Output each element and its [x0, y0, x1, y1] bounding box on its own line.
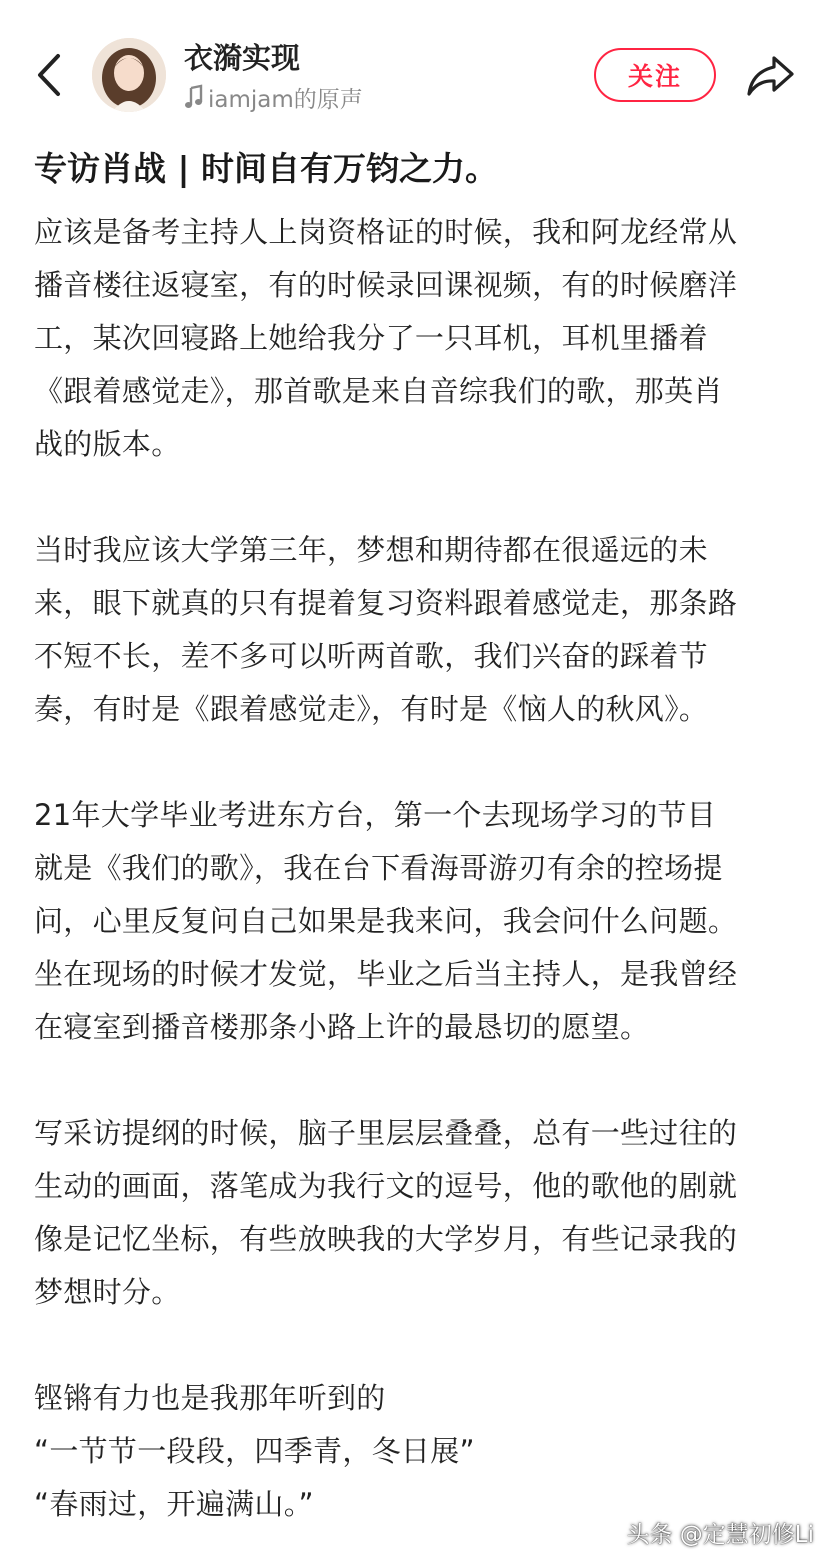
share-arrow-icon	[744, 52, 796, 98]
avatar-image	[92, 38, 166, 112]
paragraph	[34, 1107, 810, 1319]
text-line: 在寝室到播音楼那条小路上许的最恳切的愿望。	[34, 1010, 650, 1044]
text-line: 坐在现场的时候才发觉，毕业之后当主持人，是我曾经	[34, 957, 738, 991]
text-line: 工，某次回寝路上她给我分了一只耳机，耳机里播着	[34, 321, 708, 355]
text-line: 写采访提纲的时候，脑子里层层叠叠，总有一些过往的	[34, 1116, 738, 1150]
watermark: 头条 @定慧初修Li	[626, 1522, 814, 1548]
text-line: 应该是备考主持人上岗资格证的时候，我和阿龙经常从	[34, 215, 738, 249]
author-name[interactable]: 衣漪实现	[184, 41, 301, 75]
text-line: 《跟着感觉走》，那首歌是来自音综我们的歌，那英肖	[34, 374, 723, 408]
text-line: 战的版本。	[34, 427, 181, 461]
paragraph	[34, 206, 810, 471]
sound-label: iamjam的原声	[208, 86, 363, 113]
text-line: 来，眼下就真的只有提着复习资料跟着感觉走，那条路	[34, 586, 738, 620]
share-button[interactable]	[744, 52, 796, 98]
text-line: 问，心里反复问自己如果是我来问，我会问什么问题。	[34, 904, 738, 938]
text-line: 梦想时分。	[34, 1275, 181, 1309]
back-button[interactable]	[30, 52, 70, 98]
text-line: “春雨过，开遍满山。”	[34, 1487, 314, 1521]
paragraph	[34, 524, 810, 736]
paragraph	[34, 789, 810, 1054]
paragraph-gap	[34, 1319, 810, 1372]
text-line: 21年大学毕业考进东方台，第一个去现场学习的节目	[34, 798, 717, 832]
paragraph-gap	[34, 471, 810, 524]
chevron-left-icon	[30, 52, 70, 98]
post-header	[0, 0, 828, 140]
text-line: 铿锵有力也是我那年听到的	[34, 1381, 386, 1415]
original-sound[interactable]	[184, 82, 363, 112]
article-body	[34, 206, 810, 1531]
text-line: 生动的画面，落笔成为我行文的逗号，他的歌他的剧就	[34, 1169, 738, 1203]
author-avatar[interactable]	[92, 38, 166, 112]
paragraph-gap	[34, 1054, 810, 1107]
article-title: 专访肖战 | 时间自有万钧之力。	[34, 149, 499, 188]
music-note-icon	[184, 84, 204, 110]
text-line: 像是记忆坐标，有些放映我的大学岁月，有些记录我的	[34, 1222, 738, 1256]
text-line: 就是《我们的歌》，我在台下看海哥游刃有余的控场提	[34, 851, 723, 885]
text-line: 奏，有时是《跟着感觉走》，有时是《恼人的秋风》。	[34, 692, 709, 726]
paragraph-gap	[34, 736, 810, 789]
follow-button[interactable]: 关注	[594, 48, 716, 102]
text-line: 当时我应该大学第三年，梦想和期待都在很遥远的未	[34, 533, 708, 567]
text-line: 播音楼往返寝室，有的时候录回课视频，有的时候磨洋	[34, 268, 738, 302]
paragraph	[34, 1372, 810, 1531]
text-line: “一节节一段段，四季青，冬日展”	[34, 1434, 475, 1468]
text-line: 不短不长，差不多可以听两首歌，我们兴奋的踩着节	[34, 639, 708, 673]
